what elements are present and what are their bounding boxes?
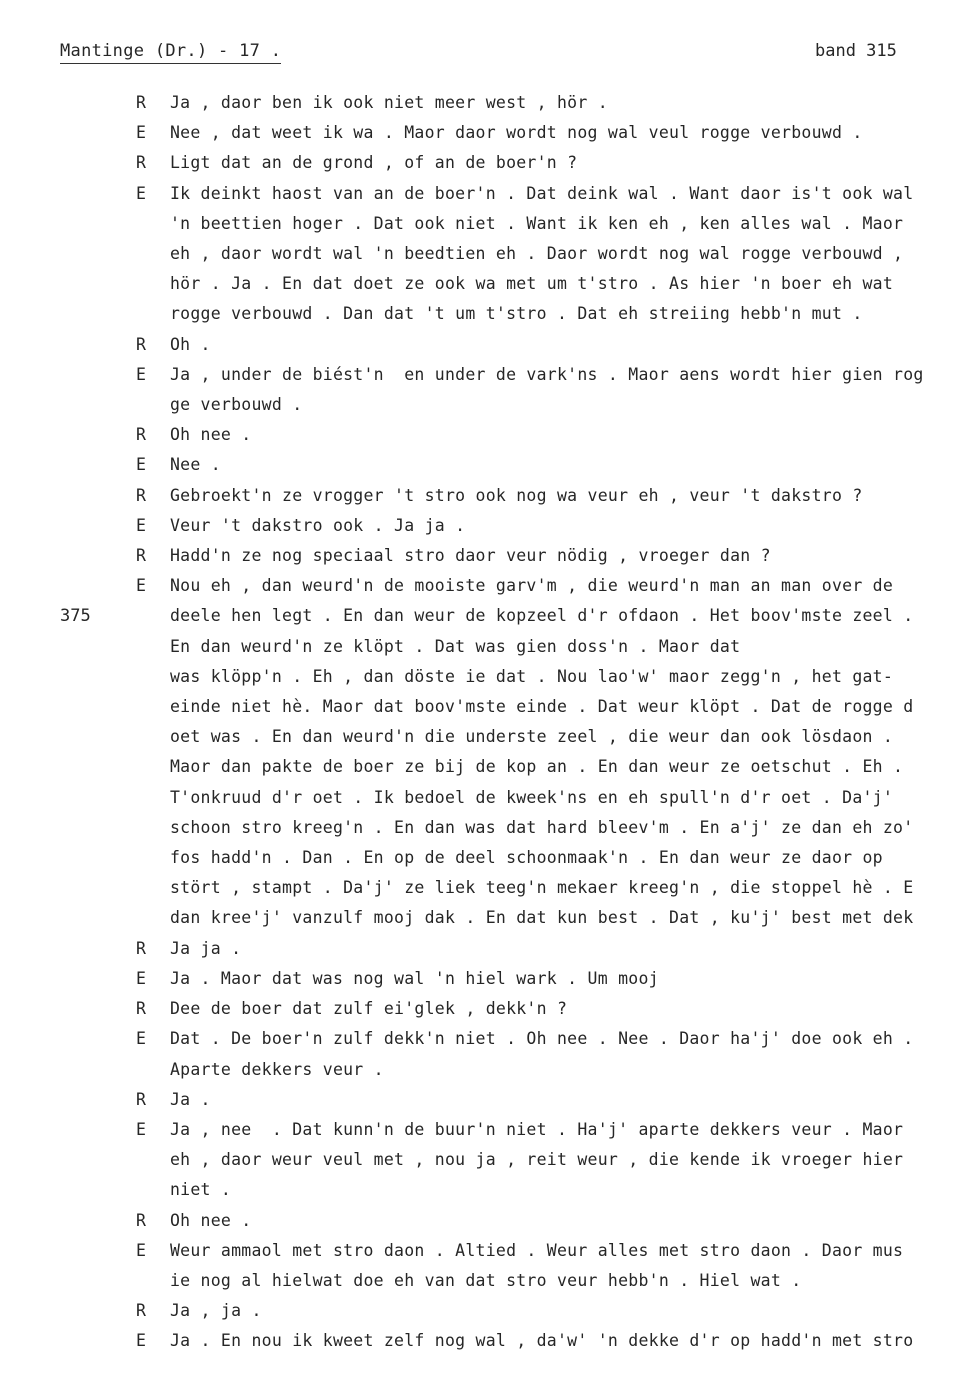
dialogue-line: Ja , ja .	[170, 1301, 262, 1321]
speaker-label: E	[136, 455, 146, 475]
dialogue-line: Ja , nee . Dat kunn'n de buur'n niet . Ha'j' aparte dekkers veur . Maor	[170, 1119, 904, 1139]
dialogue-entry	[0, 511, 973, 541]
speaker-label: E	[136, 123, 146, 143]
dialogue-line: Ligt dat an de grond , of an de boer'n ?	[170, 153, 578, 173]
dialogue-entry	[0, 420, 973, 450]
dialogue-entry	[0, 964, 973, 994]
speaker-label: R	[136, 153, 146, 173]
speaker-label: E	[136, 364, 146, 384]
speaker-label: E	[136, 1240, 146, 1260]
speaker-label: R	[136, 93, 146, 112]
dialogue-line: Ja , daor ben ik ook niet meer west , hör .	[170, 93, 608, 112]
dialogue-line: Nee , dat weet ik wa . Maor daor wordt nog wal veul rogge verbouwd .	[170, 123, 863, 143]
dialogue-entry	[0, 450, 973, 480]
dialogue-line: En dan weurd'n ze klöpt . Dat was gien doss'n . Maor dat	[170, 636, 741, 656]
dialogue-line: Dat . De boer'n zulf dekk'n niet . Oh nee . Nee . Daor ha'j' doe ook eh .	[170, 1029, 914, 1049]
dialogue-entry	[0, 88, 973, 118]
dialogue-line: ie nog al hielwat doe eh van dat stro veur hebb'n . Hiel wat .	[170, 1270, 802, 1290]
speaker-label: R	[136, 1089, 146, 1109]
dialogue-line: Ja .	[170, 1089, 211, 1109]
dialogue-line: einde niet hè. Maor dat boov'mste einde . Dat weur klöpt . Dat de rogge d	[170, 697, 914, 717]
speaker-label: R	[136, 425, 146, 445]
dialogue-entry	[0, 571, 973, 933]
speaker-label: R	[136, 999, 146, 1019]
dialogue-line: eh , daor weur veul met , nou ja , reit weur , die kende ik vroeger hier	[170, 1150, 904, 1170]
dialogue-line: Ja ja .	[170, 938, 242, 958]
dialogue-line: T'onkruud d'r oet . Ik bedoel de kweek'ns en eh spull'n d'r oet . Da'j'	[170, 787, 894, 807]
dialogue-entry	[0, 1085, 973, 1115]
dialogue-line: Hadd'n ze nog speciaal stro daor veur nödig , vroeger dan ?	[170, 546, 771, 566]
page-header-title: Mantinge (Dr.) - 17 .	[60, 40, 281, 64]
dialogue-line: 'n beettien hoger . Dat ook niet . Want ik ken eh , ken alles wal . Maor	[170, 213, 904, 233]
dialogue-entry	[0, 1115, 973, 1206]
dialogue-line: Ja . En nou ik kweet zelf nog wal , da'w' 'n dekke d'r op hadd'n met stro	[170, 1331, 914, 1351]
dialogue-line: Weur ammaol met stro daon . Altied . Weur alles met stro daon . Daor mus	[170, 1240, 904, 1260]
transcript-body	[0, 88, 973, 1357]
speaker-label: R	[136, 485, 146, 505]
dialogue-line: rogge verbouwd . Dan dat 't um t'stro . Dat eh streiing hebb'n mut .	[170, 304, 863, 324]
dialogue-line: Veur 't dakstro ook . Ja ja .	[170, 515, 466, 535]
dialogue-line: oet was . En dan weurd'n die underste zeel , die weur dan ook lösdaon .	[170, 727, 894, 747]
speaker-label: R	[136, 938, 146, 958]
margin-counter-number: 375	[60, 606, 91, 626]
speaker-label: R	[136, 1301, 146, 1321]
dialogue-entry	[0, 1236, 973, 1296]
speaker-label: E	[136, 1029, 146, 1049]
dialogue-line: Oh nee .	[170, 425, 252, 445]
dialogue-line: Ik deinkt haost van an de boer'n . Dat deink wal . Want daor is't ook wal	[170, 183, 914, 203]
dialogue-line: Gebroekt'n ze vrogger 't stro ook nog wa veur eh , veur 't dakstro ?	[170, 485, 863, 505]
dialogue-line: Oh nee .	[170, 1210, 252, 1230]
dialogue-line: stört , stampt . Da'j' ze liek teeg'n mekaer kreeg'n , die stoppel hè . E	[170, 878, 914, 898]
dialogue-line: was klöpp'n . Eh , dan döste ie dat . Nou lao'w' maor zegg'n , het gat-	[170, 666, 894, 686]
speaker-label: E	[136, 576, 146, 596]
dialogue-line: Ja . Maor dat was nog wal 'n hiel wark . Um mooj	[170, 968, 659, 988]
dialogue-line: Nou eh , dan weurd'n de mooiste garv'm , die weurd'n man an man over de	[170, 576, 894, 596]
dialogue-entry	[0, 481, 973, 511]
dialogue-entry	[0, 934, 973, 964]
speaker-label: E	[136, 1119, 146, 1139]
dialogue-line: schoon stro kreeg'n . En dan was dat hard bleev'm . En a'j' ze dan eh zo'	[170, 817, 914, 837]
dialogue-line: Dee de boer dat zulf ei'glek , dekk'n ?	[170, 999, 568, 1019]
dialogue-line: fos hadd'n . Dan . En op de deel schoonmaak'n . En dan weur ze daor op	[170, 848, 883, 868]
page-header-band: band 315	[815, 41, 897, 61]
dialogue-line: Ja , under de biést'n en under de vark'ns . Maor aens wordt hier gien rog	[170, 364, 924, 384]
dialogue-entry	[0, 994, 973, 1024]
dialogue-line: Oh .	[170, 334, 211, 354]
dialogue-entry	[0, 179, 973, 330]
dialogue-entry	[0, 360, 973, 420]
dialogue-entry	[0, 1024, 973, 1084]
speaker-label: E	[136, 515, 146, 535]
dialogue-line: deele hen legt . En dan weur de kopzeel d'r ofdaon . Het boov'mste zeel .	[170, 606, 914, 626]
dialogue-line: ge verbouwd .	[170, 395, 303, 415]
speaker-label: E	[136, 1331, 146, 1351]
dialogue-entry	[0, 148, 973, 178]
dialogue-entry	[0, 330, 973, 360]
speaker-label: R	[136, 546, 146, 566]
dialogue-line: Aparte dekkers veur .	[170, 1059, 384, 1079]
speaker-label: R	[136, 1210, 146, 1230]
dialogue-entry	[0, 1326, 973, 1356]
dialogue-entry	[0, 541, 973, 571]
speaker-label: R	[136, 334, 146, 354]
dialogue-line: hör . Ja . En dat doet ze ook wa met um t'stro . As hier 'n boer eh wat	[170, 274, 894, 294]
dialogue-line: Nee .	[170, 455, 221, 475]
dialogue-line: Maor dan pakte de boer ze bij de kop an . En dan weur ze oetschut . Eh .	[170, 757, 904, 777]
speaker-label: E	[136, 968, 146, 988]
dialogue-entry	[0, 118, 973, 148]
dialogue-line: dan kree'j' vanzulf mooj dak . En dat kun best . Dat , ku'j' best met dek	[170, 908, 914, 928]
dialogue-entry	[0, 1296, 973, 1326]
dialogue-entry	[0, 1206, 973, 1236]
dialogue-line: niet .	[170, 1180, 232, 1200]
dialogue-line: eh , daor wordt wal 'n beedtien eh . Daor wordt nog wal rogge verbouwd ,	[170, 244, 904, 264]
speaker-label: E	[136, 183, 146, 203]
